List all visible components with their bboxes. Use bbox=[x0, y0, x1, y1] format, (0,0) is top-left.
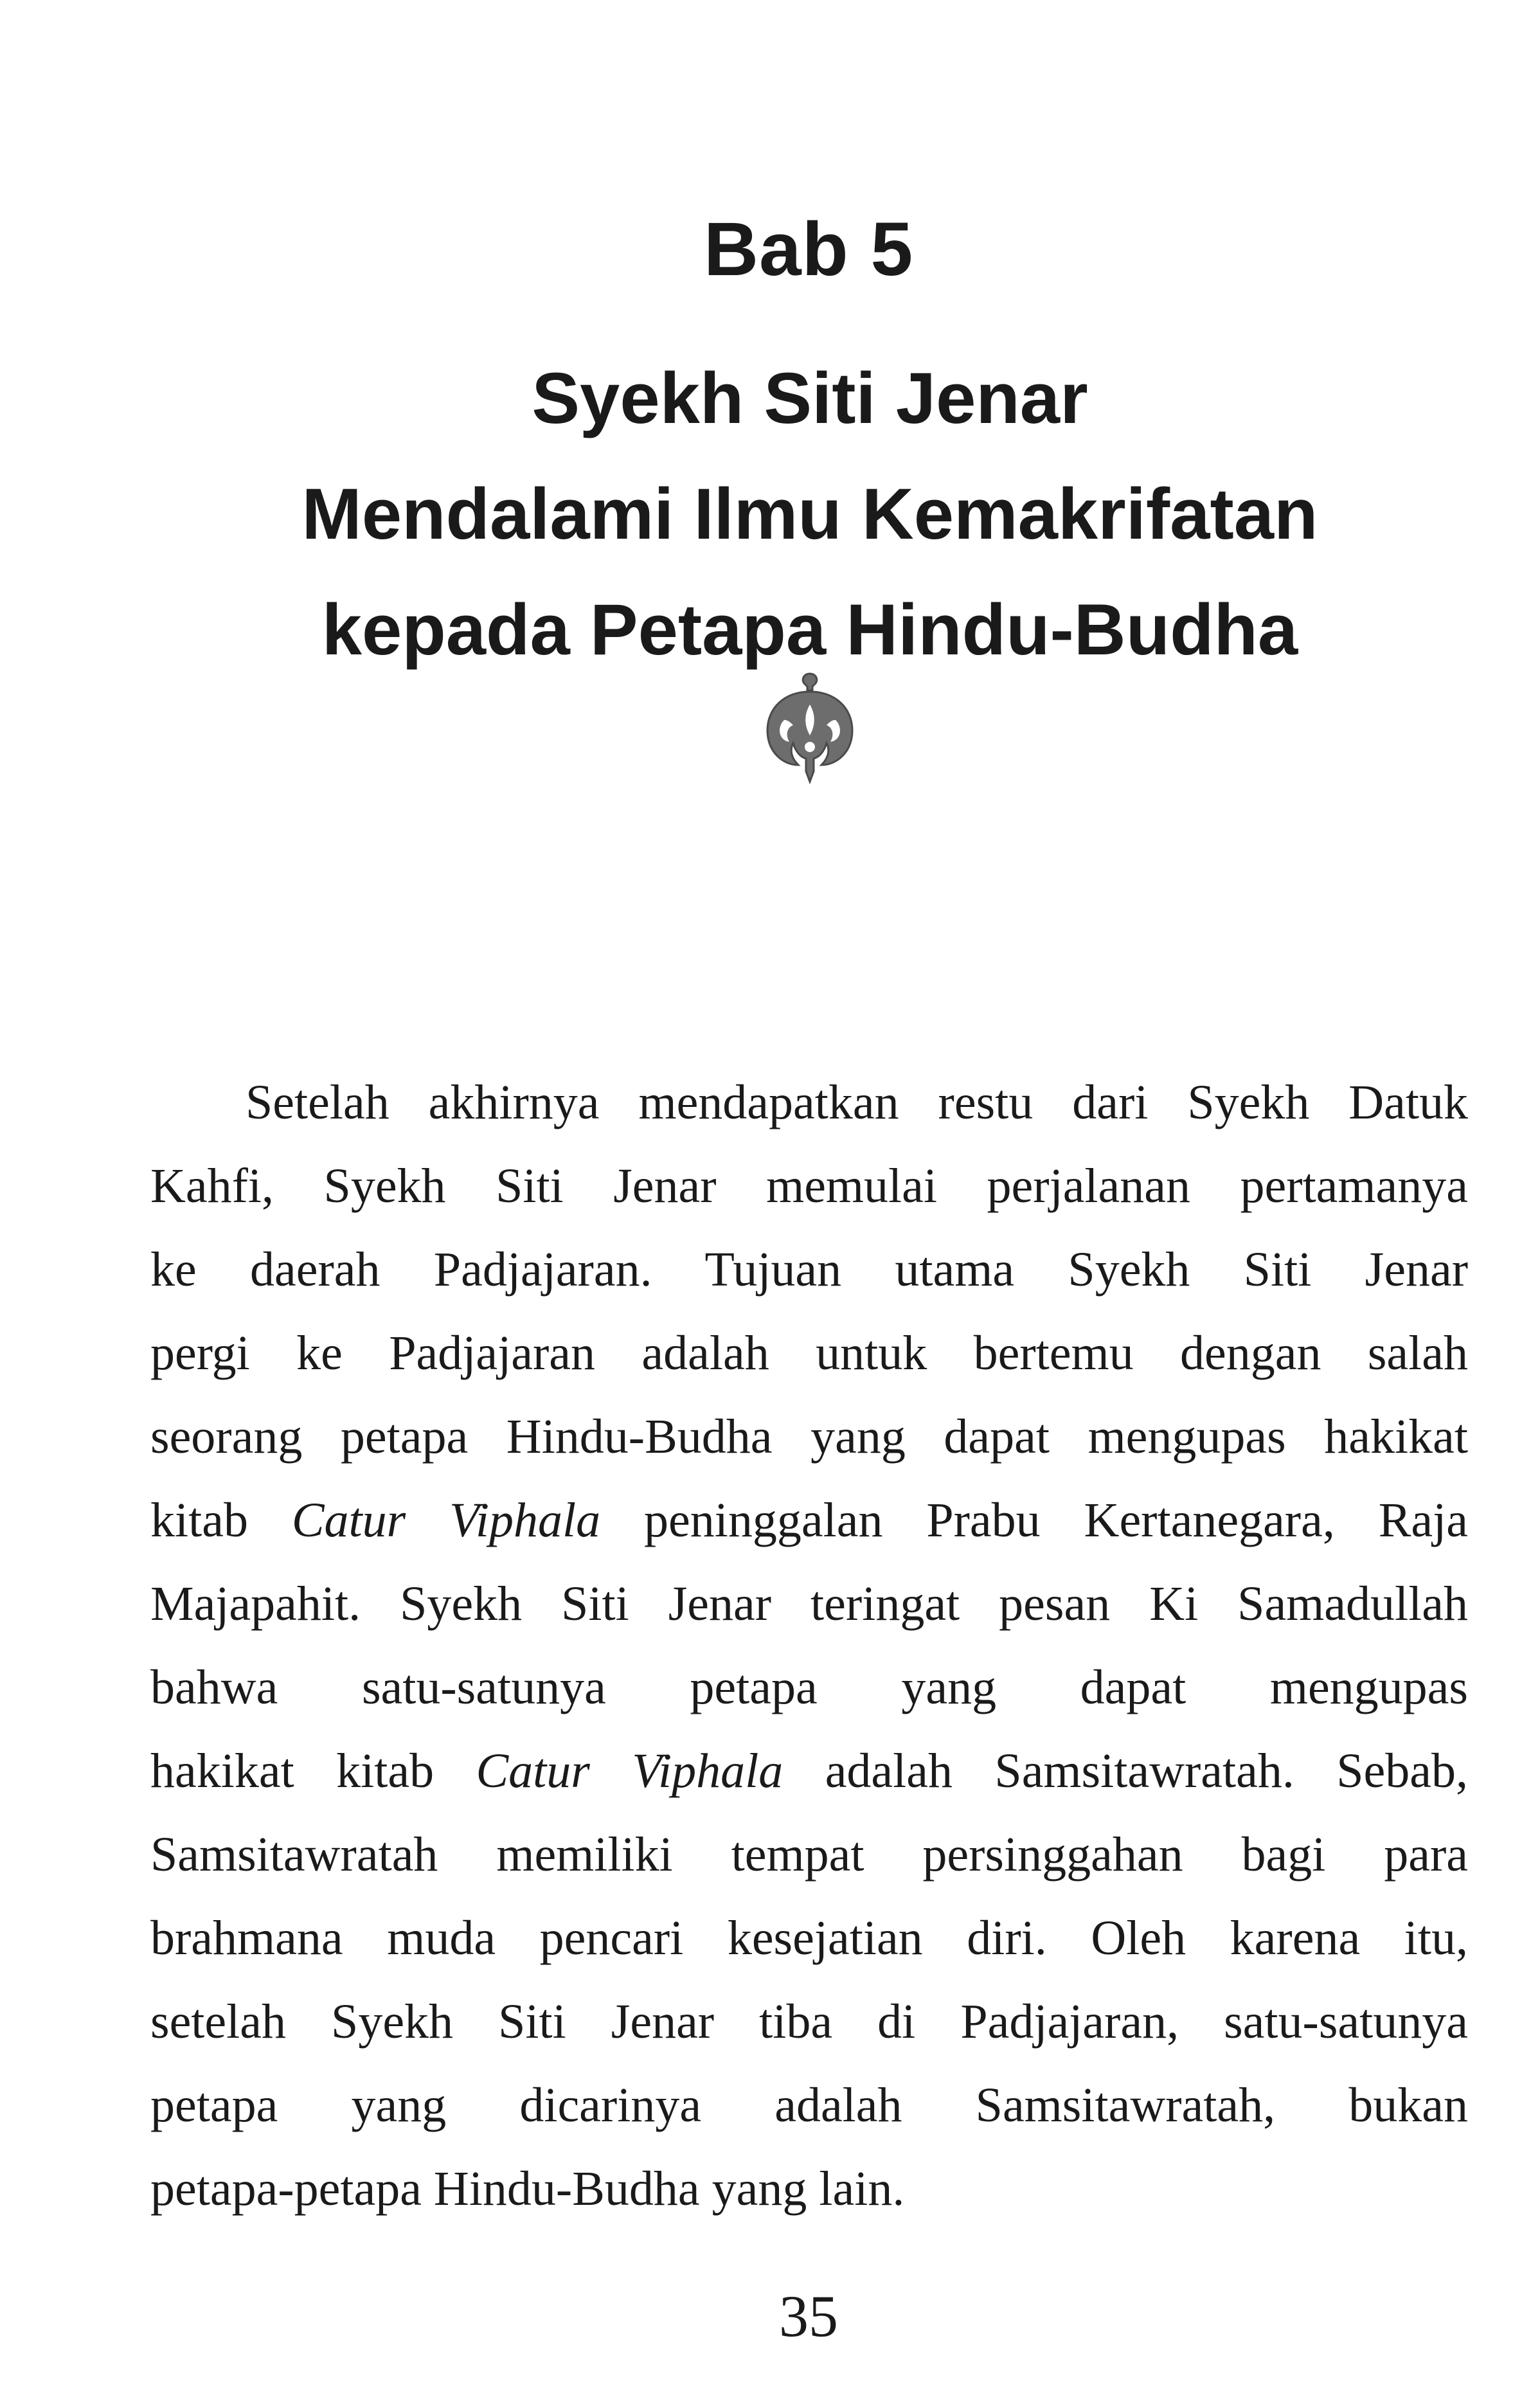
body-text-segment: hakikat kitab bbox=[150, 1744, 476, 1798]
body-paragraph bbox=[150, 1061, 1468, 2231]
body-line bbox=[150, 1646, 1468, 1729]
body-line bbox=[150, 1896, 1468, 1980]
body-text-segment: seorang petapa Hindu-Budha yang dapat mengupas hakikat bbox=[150, 1410, 1468, 1464]
chapter-number: Bab 5 bbox=[703, 207, 914, 292]
body-text-segment: brahmana muda pencari kesejatian diri. Oleh karena itu, bbox=[150, 1911, 1468, 1965]
body-text-segment: adalah Samsitawratah. Sebab, bbox=[783, 1744, 1468, 1798]
body-line bbox=[150, 1478, 1468, 1562]
body-text-segment: Kahfi, Syekh Siti Jenar memulai perjalanan pertamanya bbox=[150, 1159, 1468, 1213]
body-line bbox=[150, 2063, 1468, 2147]
body-line bbox=[150, 1144, 1468, 1228]
body-line bbox=[150, 1980, 1468, 2063]
body-text-segment: Setelah akhirnya mendapatkan restu dari Syekh Datuk bbox=[246, 1075, 1468, 1129]
body-line bbox=[150, 1228, 1468, 1311]
body-text-segment: setelah Syekh Siti Jenar tiba di Padjajaran, satu-satunya bbox=[150, 1995, 1468, 2049]
body-text-segment: ke daerah Padjajaran. Tujuan utama Syekh Siti Jenar bbox=[150, 1243, 1468, 1297]
body-line bbox=[150, 1311, 1468, 1395]
chapter-title-line: kepada Petapa Hindu-Budha bbox=[321, 589, 1298, 670]
book-title-italic: Catur Viphala bbox=[476, 1744, 783, 1798]
page-number: 35 bbox=[779, 2283, 838, 2349]
body-line bbox=[150, 1061, 1468, 1144]
body-line bbox=[150, 1729, 1468, 1813]
chapter-title bbox=[167, 341, 1453, 688]
body-text-segment: bahwa satu-satunya petapa yang dapat mengupas bbox=[150, 1660, 1468, 1714]
chapter-title-line: Mendalami Ilmu Kemakrifatan bbox=[301, 474, 1318, 554]
body-line bbox=[150, 1395, 1468, 1478]
body-text-segment: petapa-petapa Hindu-Budha yang lain. bbox=[150, 2162, 905, 2216]
body-text-segment: Samsitawratah memiliki tempat persinggahan bagi para bbox=[150, 1828, 1468, 1882]
body-text-segment: pergi ke Padjajaran adalah untuk bertemu dengan salah bbox=[150, 1326, 1468, 1380]
chapter-title-line: Syekh Siti Jenar bbox=[532, 358, 1088, 438]
body-line bbox=[150, 1813, 1468, 1896]
body-line bbox=[150, 1562, 1468, 1646]
book-title-italic: Catur Viphala bbox=[291, 1493, 601, 1547]
body-text-segment: kitab bbox=[150, 1493, 292, 1547]
body-text-segment: petapa yang dicarinya adalah Samsitawratah, bukan bbox=[150, 2078, 1468, 2132]
body-line bbox=[150, 2147, 1468, 2231]
body-text-segment: peninggalan Prabu Kertanegara, Raja bbox=[600, 1493, 1468, 1547]
body-text-segment: Majapahit. Syekh Siti Jenar teringat pesan Ki Samadullah bbox=[150, 1577, 1468, 1631]
fleur-de-lis-ornament-icon bbox=[758, 669, 861, 784]
